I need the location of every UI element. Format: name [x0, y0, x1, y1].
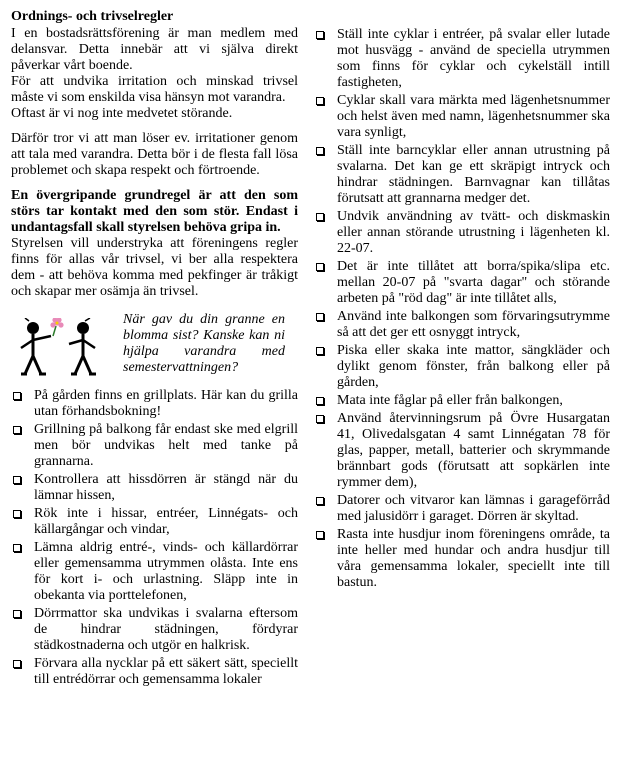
list-item: Ställ inte cyklar i entréer, på svalar eller lutade mot husvägg - använd de speciella utrymmen som finns för cyklar och cykelställ intill fastigheten, — [314, 27, 610, 91]
list-item: Rök inte i hissar, entréer, Linnégats- och källargångar och vindar, — [11, 506, 298, 538]
list-item: Rasta inte husdjur inom föreningens område, ta inte heller med hundar och andra husdjur till våra gemensamma lokaler, speciellt inte till bastun. — [314, 527, 610, 591]
left-rules-list — [11, 388, 298, 688]
square-bullet-icon — [13, 426, 21, 434]
square-bullet-icon — [316, 97, 324, 105]
list-item: Datorer och vitvaror kan lämnas i garageförråd med jalusidörr i garaget. Dörren är skyltad. — [314, 493, 610, 525]
list-item: Lämna aldrig entré-, vinds- och källardörrar eller gemensamma utrymmen olåsta. Inte ens för kort i- och urlastning. Släpp inte in obekanta via porttelefonen, — [11, 540, 298, 604]
list-item: Förvara alla nycklar på ett säkert sätt, speciellt till entrédörrar och gemensamma lokaler — [11, 656, 298, 688]
intro-paragraph-2: För att undvika irritation och minskad trivsel måste vi som enskilda visa hänsyn mot varandra. — [11, 74, 298, 105]
intro-paragraph-6: Styrelsen vill understryka att föreningens regler finns för allas vår trivsel, vi ber alla respektera dem - att behöva komma med pekfinger är tråkigt och skapar mer osämja än trivsel. — [11, 236, 298, 299]
square-bullet-icon — [316, 531, 324, 539]
square-bullet-icon — [316, 497, 324, 505]
square-bullet-icon — [13, 610, 21, 618]
list-item: Använd inte balkongen som förvaringsutrymme så att det ger ett osnyggt intryck, — [314, 309, 610, 341]
intro-paragraph-4: Därför tror vi att man löser ev. irritationer genom att tala med varandra. Detta bör i de flesta fall lösa problemet och skapa respekt och förtroende. — [11, 131, 298, 178]
left-column — [11, 0, 298, 690]
page-title: Ordnings- och trivselregler — [11, 9, 174, 24]
list-item: Kontrollera att hissdörren är stängd när du lämnar hissen, — [11, 472, 298, 504]
two-people-flower-icon — [15, 318, 105, 378]
square-bullet-icon — [316, 415, 324, 423]
list-item: På gården finns en grillplats. Här kan du grilla utan förhandsbokning! — [11, 388, 298, 420]
intro-paragraph-3: Oftast är vi nog inte medvetet störande. — [11, 106, 233, 121]
square-bullet-icon — [13, 476, 21, 484]
list-item: Piska eller skaka inte mattor, sängkläder och dylikt genom fönster, från balkong eller på gården, — [314, 343, 610, 391]
intro-paragraph-1: I en bostadsrättsförening är man medlem med delansvar. Detta innebär att vi själva direkt påverkar vårt boende. — [11, 26, 298, 73]
list-item: Ställ inte barncyklar eller annan utrustning på svalarna. Det kan ge ett skräpigt intryck och hindrar städningen. Barnvagnar kan tillåtas förutsatt att grannarna medger det. — [314, 143, 610, 207]
list-item: Det är inte tillåtet att borra/spika/slipa etc. mellan 20-07 på "svarta dagar" och störande arbeten på "röd dag" är inte tillåtet alls, — [314, 259, 610, 307]
square-bullet-icon — [316, 31, 324, 39]
list-item: Dörrmattor ska undvikas i svalarna eftersom de hindrar städningen, fördyrar städkostnaderna och utgör en halkrisk. — [11, 606, 298, 654]
square-bullet-icon — [13, 510, 21, 518]
square-bullet-icon — [316, 313, 324, 321]
list-item: Använd återvinningsrum på Övre Husargatan 41, Olivedalsgatan 4 samt Linnégatan 78 för glas, papper, metall, batterier och skrymmande brännbart gods (förutsatt att sopkärlen inte rymmer dem), — [314, 411, 610, 491]
square-bullet-icon — [13, 392, 21, 400]
illustration-block — [11, 312, 298, 378]
list-item: Undvik användning av tvätt- och diskmaskin eller annan störande utrustning i lägenheten kl. 22-07. — [314, 209, 610, 257]
illustration-caption: När gav du din granne en blomma sist? Kanske kan ni hjälpa varandra med semestervattningen? — [123, 312, 285, 375]
square-bullet-icon — [316, 263, 324, 271]
list-item: Grillning på balkong får endast ske med elgrill men bör undvikas helt med tanke på grannarna. — [11, 422, 298, 470]
square-bullet-icon — [13, 660, 21, 668]
main-rule-paragraph: En övergripande grundregel är att den som störs tar kontakt med den som stör. Endast i undantagsfall skall styrelsen behöva gripa in. — [11, 188, 298, 235]
right-rules-list — [314, 27, 610, 591]
right-column — [314, 0, 610, 593]
square-bullet-icon — [13, 544, 21, 552]
square-bullet-icon — [316, 213, 324, 221]
square-bullet-icon — [316, 147, 324, 155]
list-item: Cyklar skall vara märkta med lägenhetsnummer och helst även med namn, lägenhetsnummer ska vara synligt, — [314, 93, 610, 141]
square-bullet-icon — [316, 397, 324, 405]
square-bullet-icon — [316, 347, 324, 355]
list-item: Mata inte fåglar på eller från balkongen, — [314, 393, 610, 409]
